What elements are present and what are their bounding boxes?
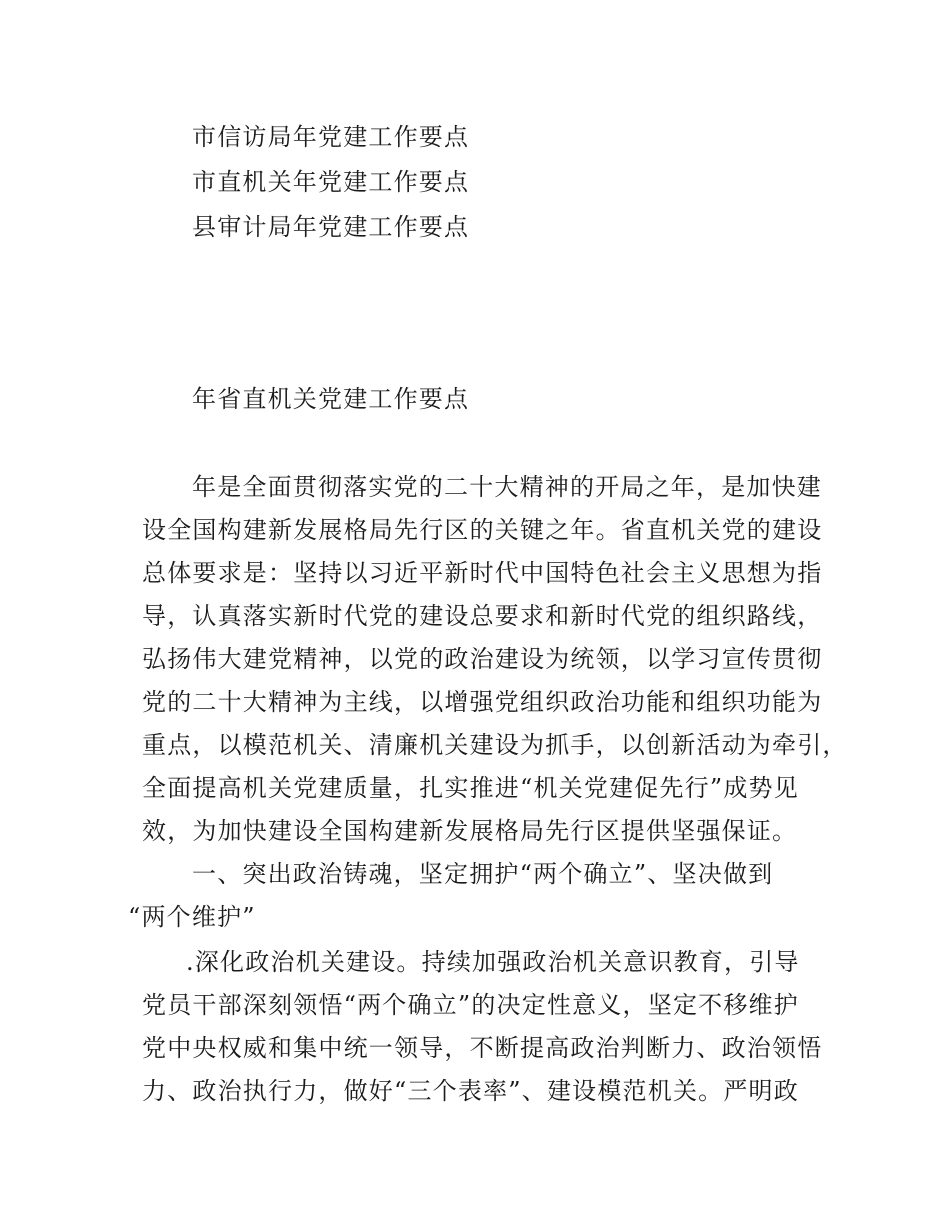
document-title: 年省直机关党建工作要点 (192, 385, 470, 413)
intro-line: 全面提高机关党建质量，扎实推进“机关党建促先行”成势见 (142, 774, 799, 802)
related-title-3[interactable]: 县审计局年党建工作要点 (192, 213, 470, 241)
intro-line: 党的二十大精神为主线，以增强党组织政治功能和组织功能为 (142, 688, 823, 716)
item-line: 党中央权威和集中统一领导，不断提高政治判断力、政治领悟 (142, 1034, 823, 1062)
intro-line: 导，认真落实新时代党的建设总要求和新时代党的组织路线， (142, 602, 823, 630)
item-line: 党员干部深刻领悟“两个确立”的决定性意义，坚定不移维护 (142, 991, 799, 1019)
related-title-1[interactable]: 市信访局年党建工作要点 (192, 123, 470, 151)
item-line: .深化政治机关建设。持续加强政治机关意识教育，引导 (186, 948, 800, 976)
intro-line: 设全国构建新发展格局先行区的关键之年。省直机关党的建设 (142, 516, 823, 544)
intro-line: 重点，以模范机关、清廉机关建设为抓手，以创新活动为牵引， (142, 731, 848, 759)
related-title-2[interactable]: 市直机关年党建工作要点 (192, 168, 470, 196)
section-heading: 一、突出政治铸魂，坚定拥护“两个确立”、坚决做到 (192, 860, 774, 888)
item-line: 力、政治执行力，做好“三个表率”、建设模范机关。严明政 (142, 1077, 799, 1105)
intro-line: 弘扬伟大建党精神，以党的政治建设为统领，以学习宣传贯彻 (142, 645, 823, 673)
intro-line: 效，为加快建设全国构建新发展格局先行区提供坚强保证。 (142, 817, 798, 845)
section-heading: “两个维护” (128, 903, 256, 931)
intro-line: 总体要求是：坚持以习近平新时代中国特色社会主义思想为指 (142, 559, 823, 587)
intro-line: 年是全面贯彻落实党的二十大精神的开局之年，是加快建 (192, 473, 822, 501)
